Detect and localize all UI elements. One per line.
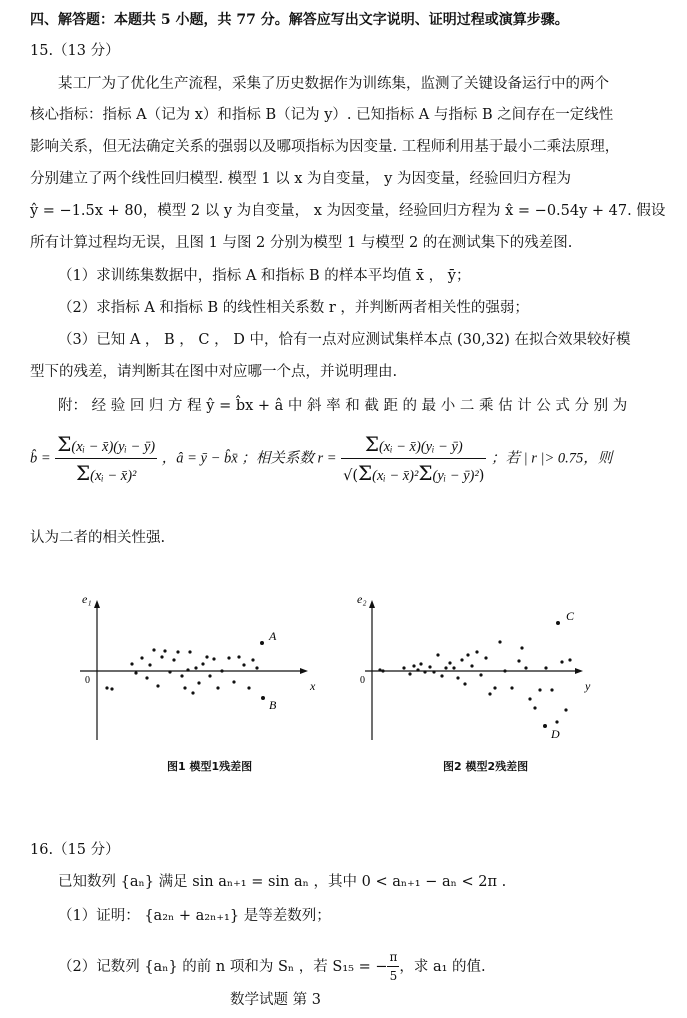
q16-sub2 xyxy=(58,950,486,984)
q16-stem: 已知数列 {aₙ} 满足 sin aₙ₊₁ = sin aₙ ，其中 0 < aₙ₊₁ − aₙ < 2π . xyxy=(58,874,507,890)
fig2-points xyxy=(378,621,571,728)
q15-conclusion: 认为二者的相关性强. xyxy=(30,530,166,546)
q15-heading: 15.（13 分） xyxy=(30,43,120,59)
fig2-label-c: C xyxy=(566,609,575,623)
five-denominator: 5 xyxy=(389,969,398,984)
q15-line-2: 核心指标：指标 A（记为 x）和指标 B（记为 y）. 已知指标 A 与指标 B 之间存在一定线性 xyxy=(30,107,614,123)
section-header: 四、解答题：本题共 5 小题，共 77 分。解答应写出文字说明、证明过程或演算步骤。 xyxy=(30,12,569,28)
bhat-numerator: (xᵢ − x̄)(yᵢ − ȳ) xyxy=(71,439,156,455)
r-fraction: $\frac{\text{Σ(xᵢ − x̄)(yᵢ − ȳ)}}{\text{√(Σ(xᵢ − x̄)²Σ(yᵢ − ȳ)²)}}$ xyxy=(343,432,485,485)
r-denominator-x: (xᵢ − x̄)² xyxy=(372,468,419,484)
point-a xyxy=(260,641,264,645)
fig2-origin: 0 xyxy=(360,675,365,686)
r-denominator-y: (yᵢ − ȳ)² xyxy=(432,468,479,484)
q15-sub1: （1）求训练集数据中，指标 A 和指标 B 的样本平均值 x̄ ， ȳ； xyxy=(58,268,471,284)
fig1-caption: 图1 模型1残差图 xyxy=(167,760,253,773)
q15-line-5: ŷ = −1.5x + 80，模型 2 以 y 为自变量， x 为因变量，经验回归方程为 x̂ = −0.54y + 47. 假设 xyxy=(30,203,666,219)
q15-sub2: （2）求指标 A 和指标 B 的线性相关系数 r ，并判断两者相关性的强弱； xyxy=(58,300,529,316)
pi-over-five xyxy=(387,950,399,984)
point-c xyxy=(556,621,560,625)
fig1-x-label: x xyxy=(310,679,316,693)
point-b xyxy=(261,696,265,700)
bhat-denominator: (xᵢ − x̄)² xyxy=(90,468,137,484)
bhat-label: b̂ = xyxy=(30,450,51,467)
figure-1-residual-plot xyxy=(80,592,316,740)
fig2-x-label: y xyxy=(585,679,591,693)
fig1-origin: 0 xyxy=(85,675,90,686)
q15-line-3: 影响关系，但无法确定关系的强弱以及哪项指标为因变量. 工程师利用基于最小二乘法原理， xyxy=(30,139,620,155)
q15-line-1: 某工厂为了优化生产流程，采集了历史数据作为训练集，监测了关键设备运行中的两个 xyxy=(58,76,609,92)
q15-line-6: 所有计算过程均无误，且图 1 与图 2 分别为模型 1 与模型 2 的在测试集下的残差图. xyxy=(30,235,573,251)
q15-sub3b: 型下的残差，请判断其在图中对应哪一个点，并说明理由. xyxy=(30,364,398,380)
r-threshold: ；若 | r |> 0.75，则 xyxy=(491,450,613,467)
q16-sub1: （1）证明： {a₂ₙ + a₂ₙ₊₁} 是等差数列； xyxy=(58,908,331,924)
fig2-caption: 图2 模型2残差图 xyxy=(443,760,529,773)
figure-2-residual-plot xyxy=(357,592,591,741)
q15-line-4: 分别建立了两个线性回归模型. 模型 1 以 x 为自变量， y 为因变量，经验回归方程为 xyxy=(30,171,571,187)
fig2-y-label: e₂ xyxy=(357,592,367,606)
fig1-y-label: e₁ xyxy=(82,592,92,606)
q15-sub3a: （3）已知 A ， B ， C ， D 中，恰有一点对应测试集样本点 (30,32) 在拟合效果较好模 xyxy=(58,332,631,348)
r-numerator: (xᵢ − x̄)(yᵢ − ȳ) xyxy=(378,439,463,455)
point-d xyxy=(543,724,547,728)
bhat-fraction: $\frac{\text{Σ(xᵢ − x̄)(yᵢ − ȳ)}}{\text{Σ(xᵢ − x̄)²}}$ xyxy=(57,432,156,485)
fig2-label-d: D xyxy=(551,727,560,741)
pi-numerator: π xyxy=(387,950,399,967)
fig1-label-a: A xyxy=(269,629,277,643)
q16-sub2-text-b: ，求 a₁ 的值. xyxy=(399,958,486,975)
q16-sub2-text-a: （2）记数列 {aₙ} 的前 n 项和为 Sₙ ，若 S₁₅ = − xyxy=(58,958,388,975)
ahat-and-r-label: ，â = ȳ − b̂x̄ ；相关系数 r = xyxy=(161,450,337,467)
fig1-label-b: B xyxy=(269,698,277,712)
q15-appendix: 附： 经 验 回 归 方 程 ŷ = b̂x + â 中 斜 率 和 截 距 的 最 小 二 乘 估 计 公 式 分 别 为 xyxy=(58,398,628,414)
q16-heading: 16.（15 分） xyxy=(30,842,120,858)
page-footer: 数学试题 第 3 xyxy=(230,992,321,1008)
